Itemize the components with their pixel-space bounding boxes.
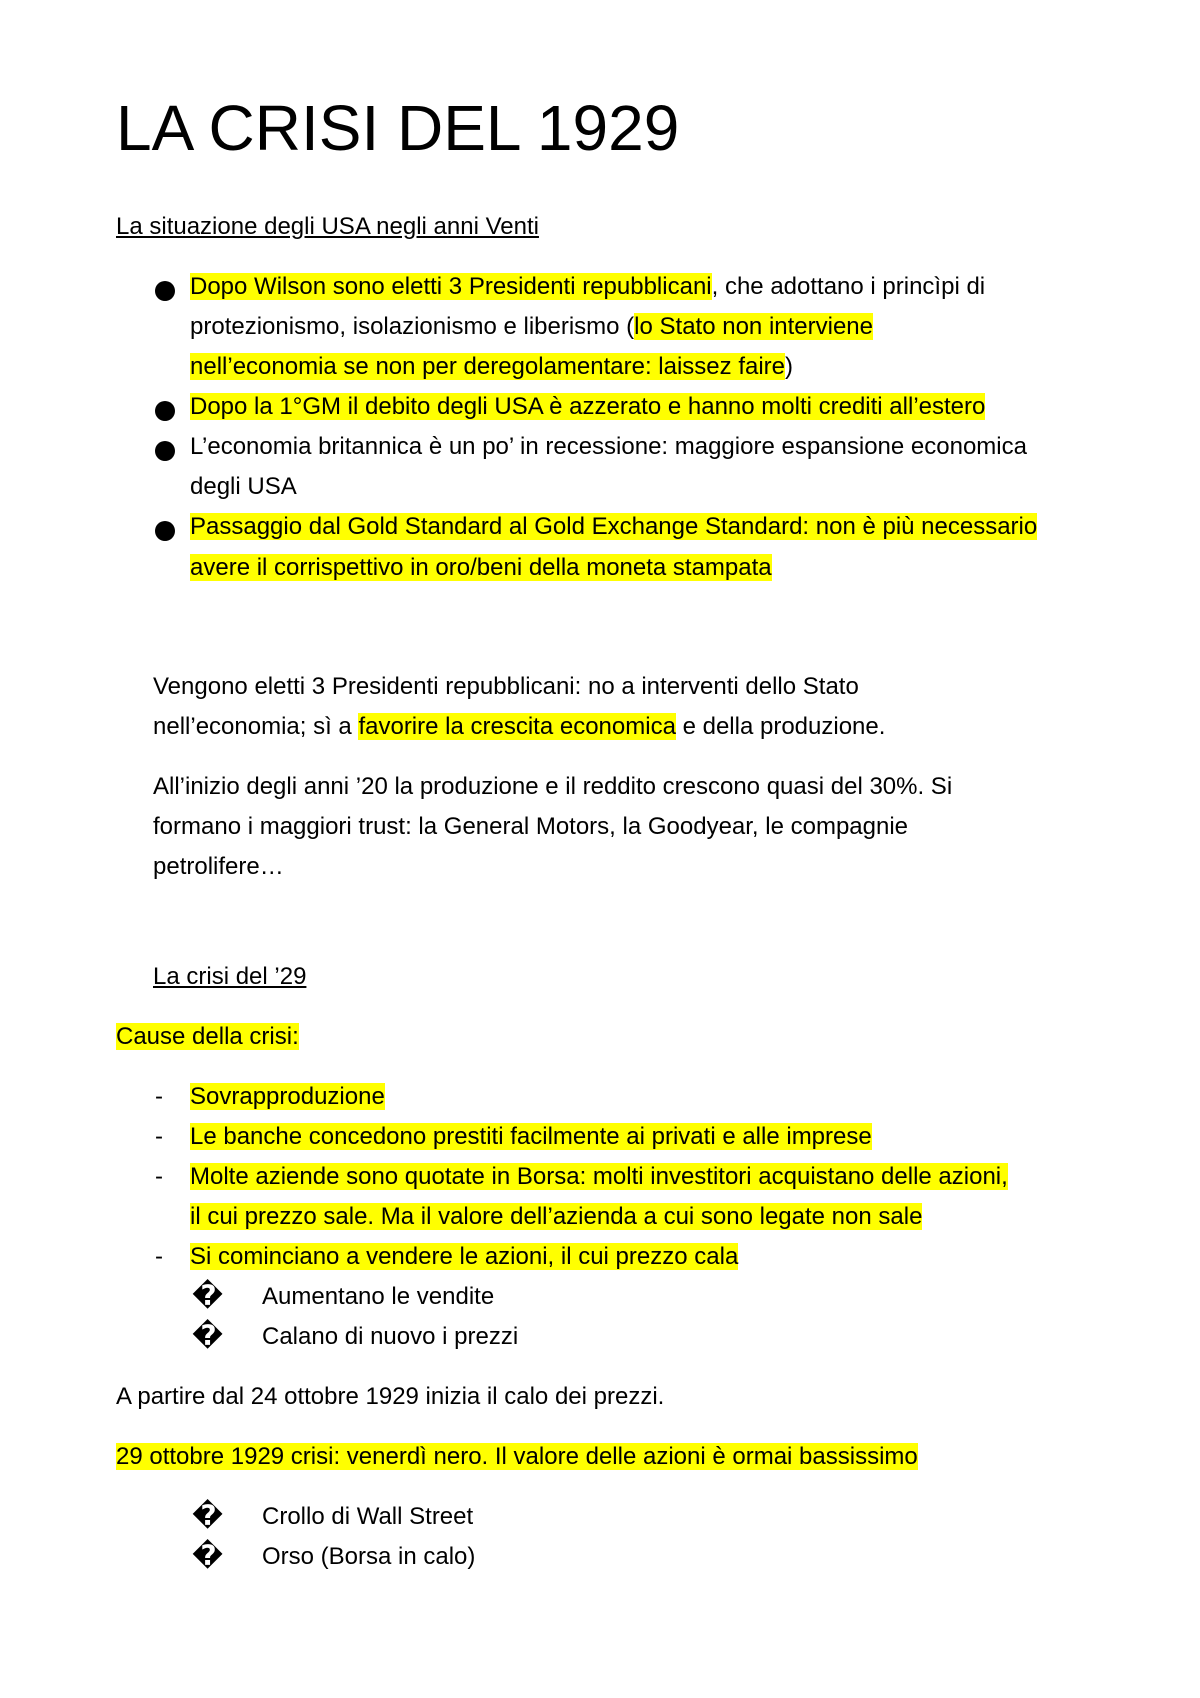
crash-line-highlight: 29 ottobre 1929 crisi: venerdì nero. Il valore delle azioni è ormai bassissimo [116, 1443, 918, 1470]
cause-3-line-2 [190, 1202, 922, 1232]
date-line: A partire dal 24 ottobre 1929 inizia il calo dei prezzi. [116, 1383, 665, 1410]
section-heading-crisis: La crisi del ’29 [153, 963, 307, 990]
bullet-3-line-2: degli USA [190, 473, 297, 500]
crash-line [116, 1442, 918, 1472]
arrow-glyph-icon: � [192, 1500, 224, 1531]
bullet-1-highlight-3: nell’economia se non per deregolamentare: laissez faire [190, 353, 786, 380]
consequence-1-text: Crollo di Wall Street [262, 1503, 474, 1530]
dash-bullet-icon: - [155, 1123, 163, 1150]
bullet-dot-icon [155, 281, 175, 301]
bullet-4-highlight: Passaggio dal Gold Standard al Gold Exchange Standard: non è più necessario [190, 513, 1038, 540]
bullet-dot-icon [155, 441, 175, 461]
bullet-1-highlight-2: lo Stato non interviene [634, 313, 873, 340]
cause-2 [190, 1122, 872, 1152]
cause-4 [190, 1242, 738, 1272]
dash-bullet-icon: - [155, 1083, 163, 1110]
paragraph-1-highlight: favorire la crescita economica [358, 713, 676, 740]
bullet-4-highlight-2: avere il corrispettivo in oro/beni della moneta stampata [190, 554, 772, 581]
bullet-1-text-3: ) [785, 353, 794, 380]
dash-bullet-icon: - [155, 1243, 163, 1270]
causes-label [116, 1022, 299, 1052]
cause-2-highlight: Le banche concedono prestiti facilmente ai privati e alle imprese [190, 1123, 872, 1150]
cause-3-highlight-2: il cui prezzo sale. Ma il valore dell’azienda a cui sono legate non sale [190, 1203, 923, 1230]
cause-4-highlight: Si cominciano a vendere le azioni, il cui prezzo cala [190, 1243, 739, 1270]
bullet-1-line-2 [190, 312, 873, 342]
cause-3-line-1 [190, 1162, 1008, 1192]
dash-bullet-icon: - [155, 1163, 163, 1190]
paragraph-2-line-3: petrolifere… [153, 853, 284, 880]
document-title: LA CRISI DEL 1929 [116, 92, 680, 164]
bullet-1-line-1 [190, 272, 985, 302]
bullet-2-line-1 [190, 392, 985, 422]
cause-1 [190, 1082, 385, 1112]
paragraph-2-line-1: All’inizio degli anni ’20 la produzione e il reddito crescono quasi del 30%. Si [153, 773, 953, 800]
causes-label-highlight: Cause della crisi: [116, 1023, 299, 1050]
paragraph-1-text: nell’economia; sì a [153, 713, 359, 740]
bullet-4-line-2 [190, 553, 772, 583]
arrow-glyph-icon: � [192, 1320, 224, 1351]
paragraph-1-text-2: e della produzione. [675, 713, 886, 740]
bullet-1-text-2: protezionismo, isolazionismo e liberismo ( [190, 313, 635, 340]
bullet-1-highlight: Dopo Wilson sono eletti 3 Presidenti repubblicani [190, 273, 712, 300]
sub-effect-2-text: Calano di nuovo i prezzi [262, 1323, 519, 1350]
paragraph-1-line-1: Vengono eletti 3 Presidenti repubblicani: no a interventi dello Stato [153, 673, 859, 700]
bullet-dot-icon [155, 521, 175, 541]
paragraph-1-line-2 [153, 712, 885, 742]
bullet-dot-icon [155, 401, 175, 421]
paragraph-2-line-2: formano i maggiori trust: la General Motors, la Goodyear, le compagnie [153, 813, 909, 840]
arrow-glyph-icon: � [192, 1280, 224, 1311]
consequence-2-text: Orso (Borsa in calo) [262, 1543, 476, 1570]
cause-3-highlight: Molte aziende sono quotate in Borsa: molti investitori acquistano delle azioni, [190, 1163, 1008, 1190]
bullet-1-text: , che adottano i princìpi di [711, 273, 986, 300]
section-heading-usa: La situazione degli USA negli anni Venti [116, 213, 539, 240]
arrow-glyph-icon: � [192, 1540, 224, 1571]
bullet-3-line-1: L’economia britannica è un po’ in recessione: maggiore espansione economica [190, 433, 1027, 460]
bullet-4-line-1 [190, 512, 1037, 542]
bullet-1-line-3 [190, 352, 793, 382]
cause-1-highlight: Sovrapproduzione [190, 1083, 385, 1110]
sub-effect-1-text: Aumentano le vendite [262, 1283, 495, 1310]
bullet-2-highlight: Dopo la 1°GM il debito degli USA è azzerato e hanno molti crediti all’estero [190, 393, 986, 420]
